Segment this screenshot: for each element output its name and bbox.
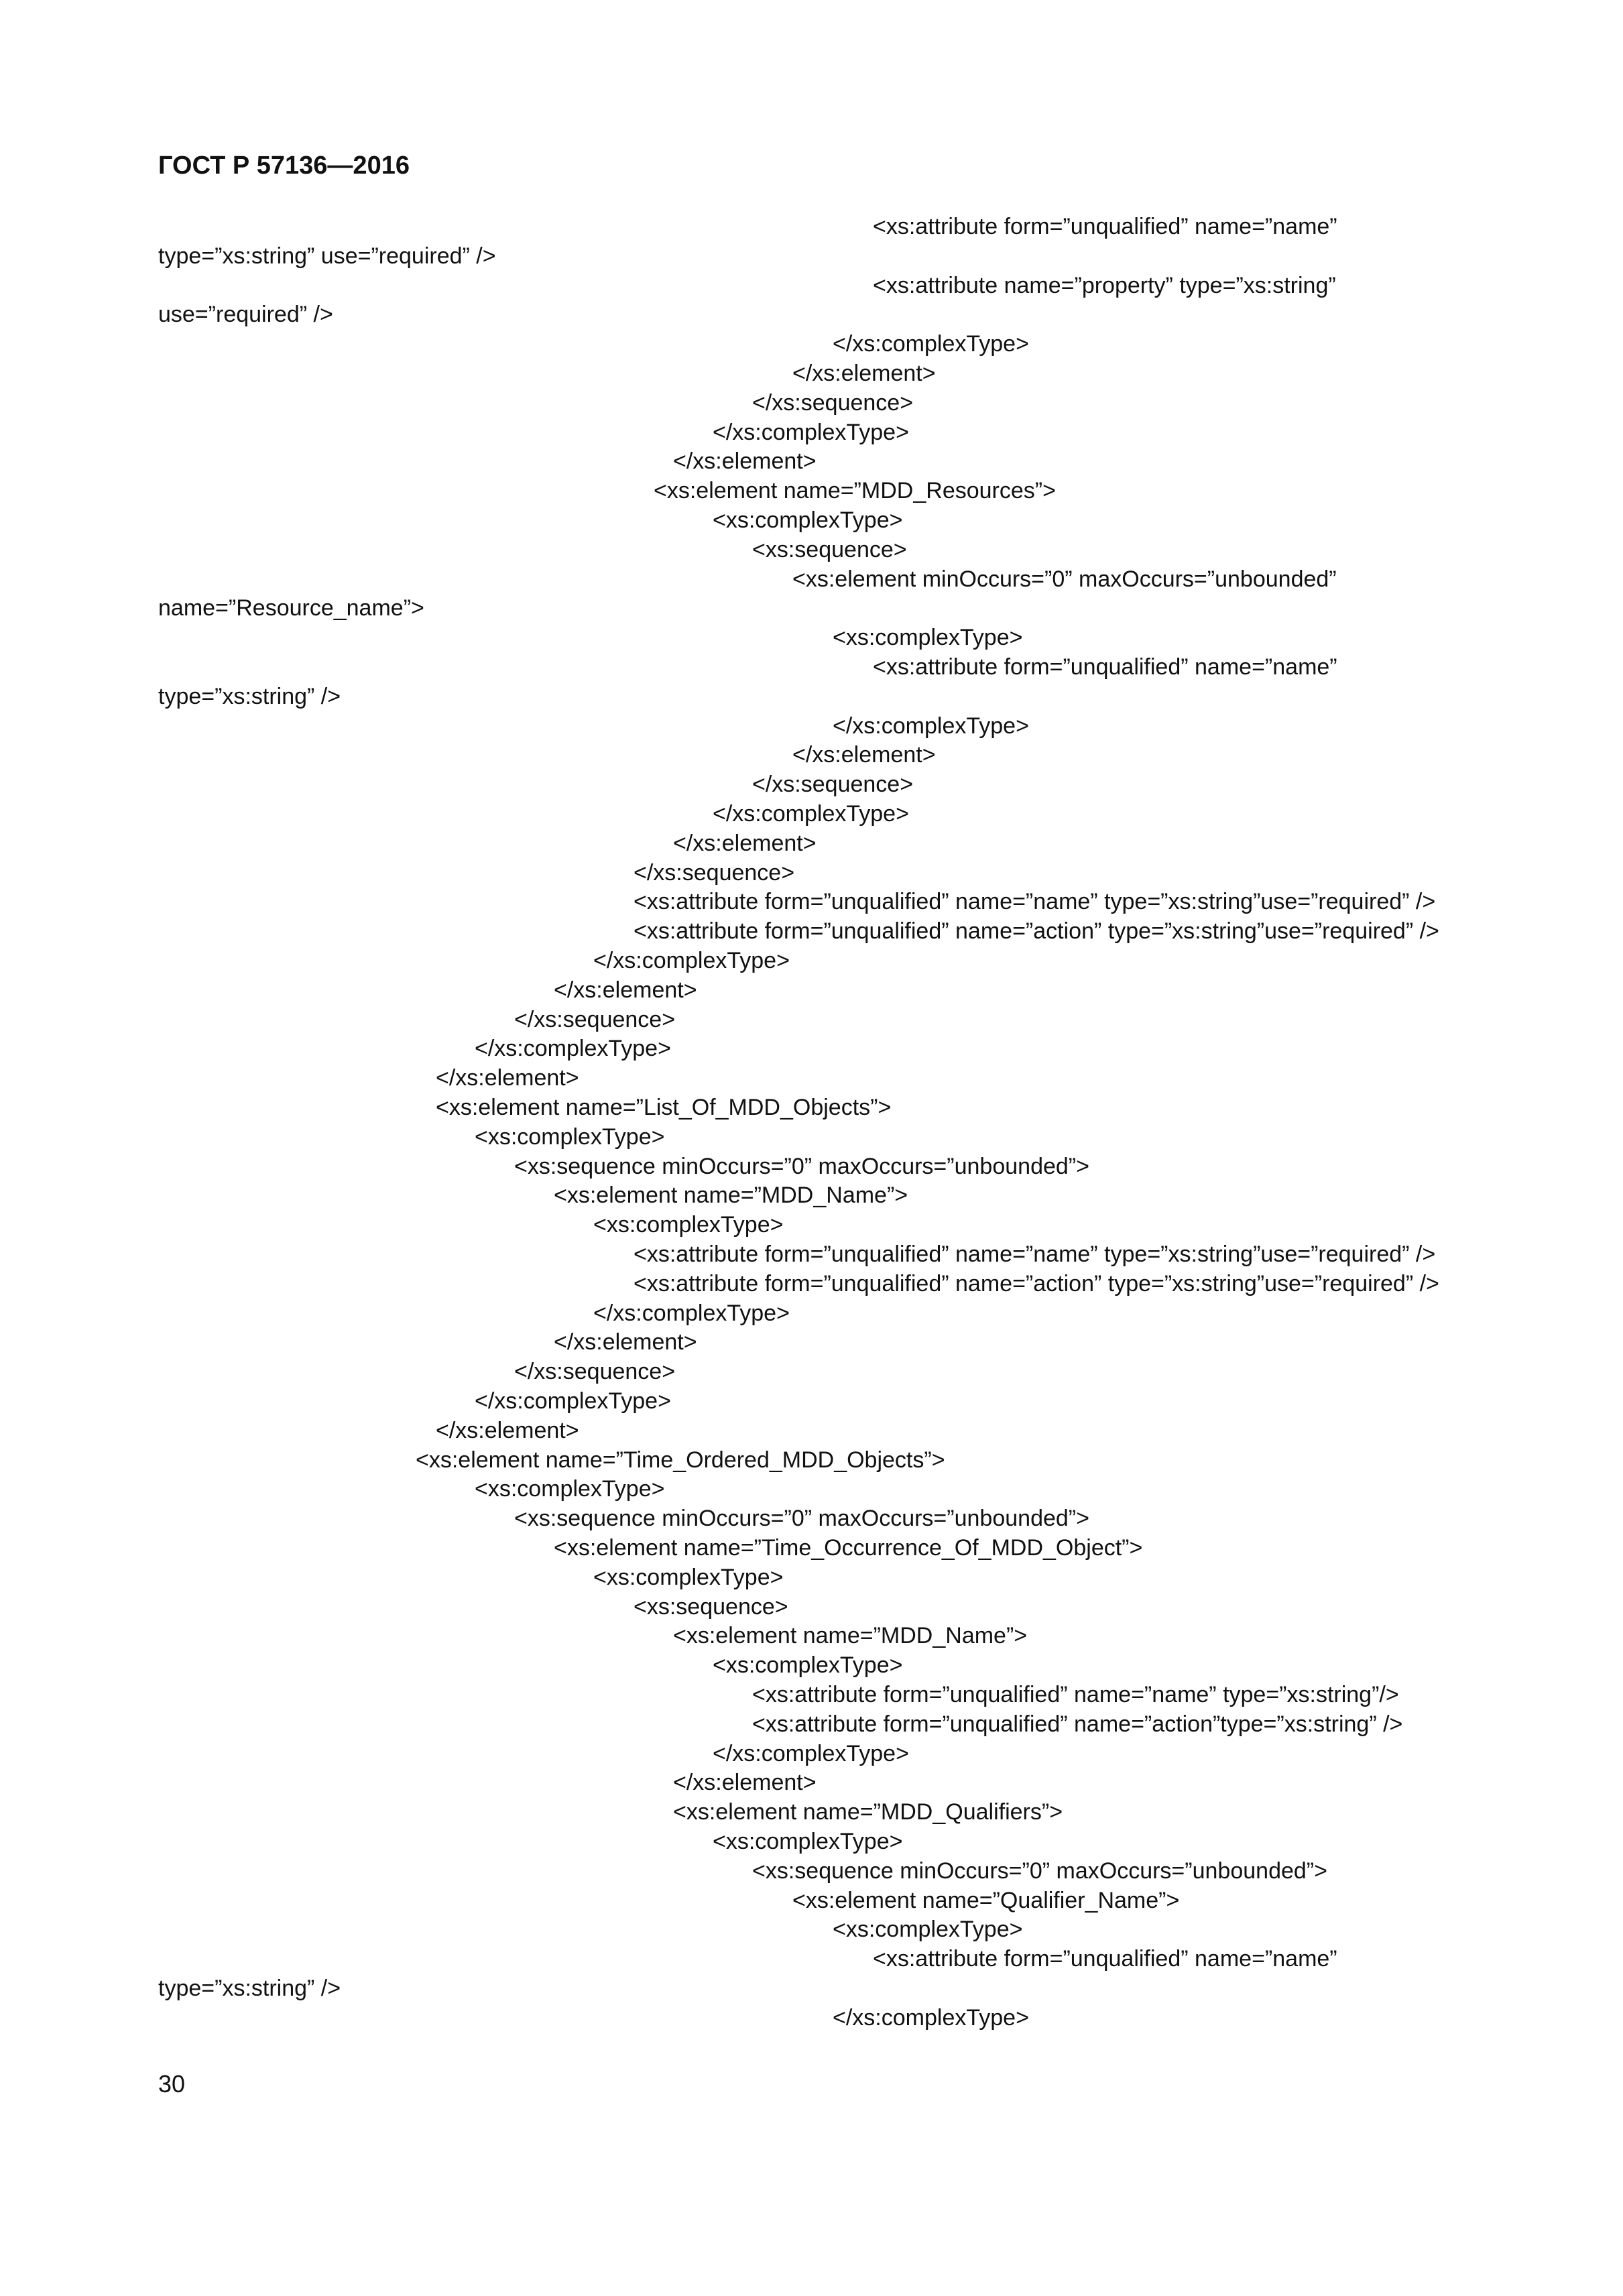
code-line: <xs:element name=”Qualifier_Name”> <box>792 1888 1180 1913</box>
code-line: use=”required” /> <box>158 302 333 327</box>
code-line: </xs:complexType> <box>833 2005 1029 2031</box>
code-line: <xs:sequence minOccurs=”0” maxOccurs=”unbounded”> <box>514 1506 1089 1531</box>
code-line: </xs:sequence> <box>752 390 914 416</box>
code-line: type=”xs:string” /> <box>158 684 341 709</box>
code-line: </xs:element> <box>436 1065 579 1091</box>
code-line: <xs:attribute form=”unqualified” name=”action”type=”xs:string” /> <box>752 1711 1403 1737</box>
code-line: <xs:attribute name=”property” type=”xs:string” <box>873 273 1336 298</box>
code-line: name=”Resource_name”> <box>158 595 424 621</box>
code-line: <xs:complexType> <box>713 1829 903 1854</box>
code-line: </xs:sequence> <box>514 1359 676 1384</box>
code-line: <xs:attribute form=”unqualified” name=”name” <box>873 654 1337 680</box>
code-line: <xs:element name=”Time_Ordered_MDD_Objects”> <box>416 1447 945 1473</box>
code-line: </xs:element> <box>792 361 936 386</box>
code-line: <xs:attribute form=”unqualified” name=”action” type=”xs:string”use=”required” /> <box>634 1271 1439 1296</box>
code-line: </xs:complexType> <box>475 1388 671 1414</box>
code-line: </xs:complexType> <box>833 713 1029 739</box>
code-line: <xs:sequence> <box>752 537 907 562</box>
code-line: <xs:complexType> <box>713 1652 903 1678</box>
code-line: <xs:sequence minOccurs=”0” maxOccurs=”unbounded”> <box>752 1858 1327 1884</box>
code-line: </xs:element> <box>673 831 817 856</box>
code-line: <xs:sequence> <box>634 1594 788 1620</box>
code-line: <xs:complexType> <box>475 1124 665 1150</box>
code-line: </xs:element> <box>436 1418 579 1443</box>
code-line: type=”xs:string” /> <box>158 1976 341 2001</box>
code-line: <xs:element name=”MDD_Name”> <box>673 1623 1028 1648</box>
page-number: 30 <box>158 2070 186 2098</box>
code-line: <xs:complexType> <box>475 1476 665 1502</box>
code-line: </xs:complexType> <box>833 331 1029 357</box>
code-line: <xs:attribute form=”unqualified” name=”name” type=”xs:string”use=”required” /> <box>634 1242 1436 1267</box>
code-line: </xs:complexType> <box>713 801 909 827</box>
code-line: <xs:attribute form=”unqualified” name=”name” <box>873 214 1337 239</box>
code-line: <xs:element name=”MDD_Qualifiers”> <box>673 1799 1063 1825</box>
code-line: </xs:sequence> <box>752 772 914 797</box>
code-line: <xs:sequence minOccurs=”0” maxOccurs=”unbounded”> <box>514 1154 1089 1179</box>
standard-header: ГОСТ Р 57136—2016 <box>158 152 410 180</box>
code-line: <xs:element name=”List_Of_MDD_Objects”> <box>436 1095 892 1120</box>
code-line: type=”xs:string” use=”required” /> <box>158 243 496 269</box>
code-line: </xs:complexType> <box>475 1036 671 1061</box>
code-line: <xs:complexType> <box>593 1565 784 1590</box>
code-line: <xs:element minOccurs=”0” maxOccurs=”unbounded” <box>792 566 1337 592</box>
code-line: <xs:attribute form=”unqualified” name=”name” type=”xs:string”use=”required” /> <box>634 889 1436 914</box>
code-line: <xs:complexType> <box>833 1917 1023 1942</box>
code-line: </xs:complexType> <box>713 1741 909 1766</box>
code-line: </xs:element> <box>554 977 697 1003</box>
code-line: <xs:attribute form=”unqualified” name=”name” <box>873 1946 1337 1972</box>
code-line: <xs:element name=”MDD_Name”> <box>554 1183 908 1208</box>
code-line: <xs:complexType> <box>593 1212 784 1237</box>
code-line: </xs:complexType> <box>593 948 790 973</box>
code-line: </xs:complexType> <box>593 1301 790 1326</box>
code-line: <xs:complexType> <box>713 507 903 533</box>
code-line: </xs:element> <box>673 1770 817 1795</box>
code-line: <xs:attribute form=”unqualified” name=”name” type=”xs:string”/> <box>752 1682 1399 1707</box>
code-line: </xs:element> <box>792 742 936 768</box>
code-line: </xs:sequence> <box>634 860 795 886</box>
code-line: <xs:element name=”MDD_Resources”> <box>654 478 1056 503</box>
code-line: </xs:complexType> <box>713 420 909 445</box>
code-line: <xs:element name=”Time_Occurrence_Of_MDD_Object”> <box>554 1535 1143 1561</box>
code-line: </xs:sequence> <box>514 1007 676 1032</box>
code-line: <xs:attribute form=”unqualified” name=”action” type=”xs:string”use=”required” /> <box>634 918 1439 944</box>
code-line: </xs:element> <box>673 448 817 474</box>
code-line: <xs:complexType> <box>833 625 1023 650</box>
code-line: </xs:element> <box>554 1329 697 1355</box>
